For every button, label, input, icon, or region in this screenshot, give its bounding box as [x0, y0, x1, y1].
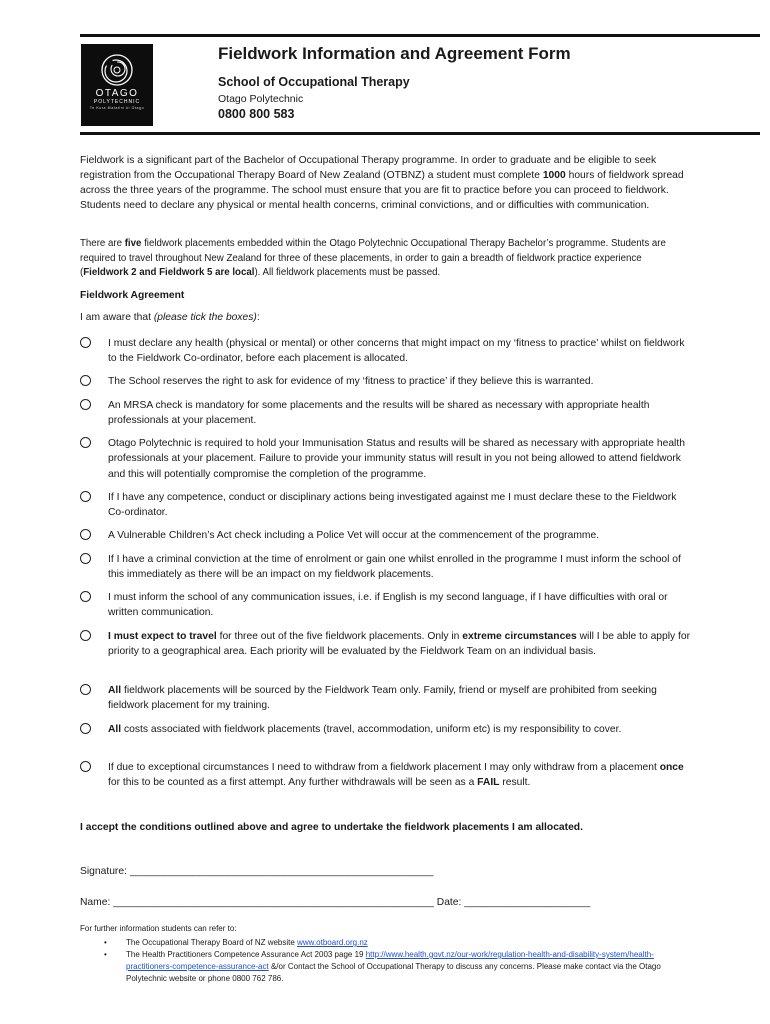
- tick-checkbox[interactable]: [80, 684, 91, 695]
- agreement-item-text: I must inform the school of any communication issues, i.e. if English is my second language, if I have difficulties with oral or written communication.: [108, 592, 668, 619]
- tick-checkbox[interactable]: [80, 723, 91, 734]
- tick-checkbox[interactable]: [80, 437, 91, 448]
- bullet-icon: •: [104, 938, 107, 947]
- reference-item: • The Health Practitioners Competence Assurance Act 2003 page 19 http://www.health.govt.nz/our-work/regulation-health-and-disability-system/health-practitioners-competence-assurance-act &/or Contact the School of Occupational Therapy to discuss any concerns. Please make contact via the Otago Polytechnic website or phone 0800 762 786.: [104, 950, 661, 983]
- bullet-icon: •: [104, 950, 107, 959]
- header-bottom-rule: [80, 132, 760, 135]
- otago-polytechnic-logo: [81, 44, 153, 126]
- agreement-item-text: I must declare any health (physical or mental) or other concerns that might impact on my ‘fitness to practice’ whilst on fieldwork to the Fieldwork Co-ordinator, before each placement is allocated.: [108, 338, 685, 365]
- signature-label: Signature:: [80, 866, 130, 877]
- tick-checkbox[interactable]: [80, 375, 91, 386]
- tick-checkbox[interactable]: [80, 761, 91, 772]
- agreement-item-text: If I have any competence, conduct or disciplinary actions being investigated against me I must declare these to the Fieldwork Co-ordinator.: [108, 492, 677, 519]
- name-line[interactable]: ________________________________________________________: [113, 897, 434, 908]
- hpca-act-link[interactable]: http://www.health.govt.nz/our-work/regulation-health-and-disability-system/health-practitioners-competence-assurance-act: [126, 950, 654, 971]
- name-date-field: [80, 897, 590, 908]
- header-top-rule: [80, 34, 760, 37]
- date-line[interactable]: ______________________: [464, 897, 591, 908]
- signature-line[interactable]: _____________________________________________________: [129, 866, 434, 877]
- reference-item: • The Occupational Therapy Board of NZ website www.otboard.org.nz: [104, 938, 368, 947]
- intro-paragraph-1: Fieldwork is a significant part of the Bachelor of Occupational Therapy programme. In order to graduate and be eligible to seek registration from the Occupational Therapy Board of New Zealand (OTBNZ) a student must complete 1000 hours of fieldwork spread across the three years of the programme. The school must ensure that you are fit to practice before you can proceed to fieldwork. Students need to declare any physical or mental health concerns, criminal convictions, and or difficulties with communication.: [80, 155, 684, 211]
- agreement-heading: Fieldwork Agreement: [80, 290, 185, 301]
- tick-checkbox[interactable]: [80, 399, 91, 410]
- tick-checkbox[interactable]: [80, 337, 91, 348]
- agreement-item-text: If due to exceptional circumstances I need to withdraw from a fieldwork placement I may only withdraw from a placement once for this to be counted as a first attempt. Any further withdrawals will be seen as a FAIL result.: [108, 762, 684, 789]
- agreement-item-text: The School reserves the right to ask for evidence of my ‘fitness to practice’ if they believe this is warranted.: [108, 376, 594, 387]
- institution-name: Otago Polytechnic: [218, 93, 304, 105]
- signature-field[interactable]: [80, 866, 433, 877]
- tick-checkbox[interactable]: [80, 630, 91, 641]
- form-title: Fieldwork Information and Agreement Form: [218, 44, 571, 63]
- intro-paragraph-2: There are five fieldwork placements embedded within the Otago Polytechnic Occupational Therapy Bachelor’s programme. Students are required to travel throughout New Zealand for three of these placements, in order to gain a breadth of fieldwork practice experience (Fieldwork 2 and Fieldwork 5 are local). All fieldwork placements must be passed.: [80, 238, 666, 278]
- name-label: Name:: [80, 897, 114, 908]
- logo-tagline: Te Kura Matatini ki Otago: [89, 106, 145, 110]
- tick-checkbox[interactable]: [80, 591, 91, 602]
- tick-checkbox[interactable]: [80, 491, 91, 502]
- date-label: Date:: [433, 897, 465, 908]
- school-name: School of Occupational Therapy: [218, 75, 410, 89]
- references-list: [80, 937, 690, 985]
- tick-checkbox[interactable]: [80, 553, 91, 564]
- agreement-instruction: I am aware that (please tick the boxes):: [80, 312, 260, 323]
- otboard-link[interactable]: www.otboard.org.nz: [297, 938, 368, 947]
- spiral-logo-icon: [100, 53, 134, 87]
- agreement-item-text: I must expect to travel for three out of the five fieldwork placements. Only in extreme circumstances will I be able to apply for priority to a geographical area. Each priority will be evaluated by the Fieldwork Team on an individual basis.: [108, 631, 691, 658]
- agreement-item-text: A Vulnerable Children’s Act check including a Police Vet will occur at the commencement of the programme.: [108, 530, 600, 541]
- agreement-item-text: Otago Polytechnic is required to hold your Immunisation Status and results will be shared as necessary with appropriate health professionals at your placement. Failure to provide your immunity status will result in you not being allowed to attend fieldwork and this will potentially compromise the completion of the programme.: [108, 438, 685, 480]
- logo-subtitle: POLYTECHNIC: [93, 99, 141, 105]
- acceptance-statement: I accept the conditions outlined above and agree to undertake the fieldwork placements I am allocated.: [80, 822, 583, 833]
- contact-phone: 0800 800 583: [218, 107, 295, 121]
- agreement-item-text: All costs associated with fieldwork placements (travel, accommodation, uniform etc) is my responsibility to cover.: [108, 724, 622, 735]
- agreement-item-text: All fieldwork placements will be sourced by the Fieldwork Team only. Family, friend or myself are prohibited from seeking fieldwork placement for my training.: [108, 685, 657, 712]
- tick-checkbox[interactable]: [80, 529, 91, 540]
- agreement-item-text: If I have a criminal conviction at the time of enrolment or gain one whilst enrolled in the programme I must inform the school of this immediately as there will be an impact on my fieldwork placements.: [108, 554, 681, 581]
- references-heading: For further information students can refer to:: [80, 924, 237, 933]
- logo-name: OTAGO: [95, 88, 139, 99]
- agreement-item-text: An MRSA check is mandatory for some placements and the results will be shared as necessary with appropriate health professionals at your placement.: [108, 400, 650, 427]
